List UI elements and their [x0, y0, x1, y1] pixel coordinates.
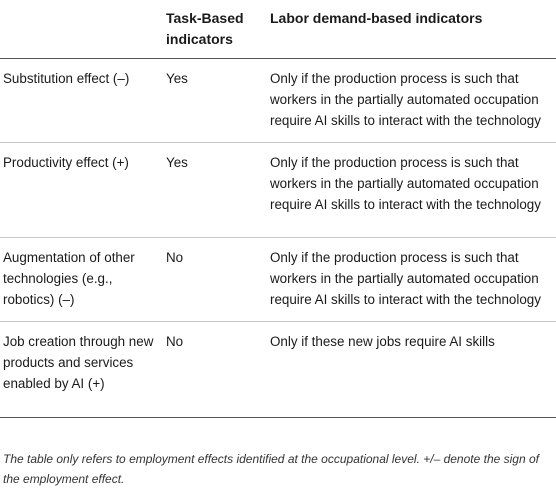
cell-labor-demand: Only if the production process is such that workers in the partially automated occupation require AI skills to interact with the technology — [270, 155, 541, 212]
cell-task-based: Yes — [166, 71, 188, 86]
table-footnote: The table only refers to employment effects identified at the occupational level. +/– denote the sign of the employment effect. — [3, 452, 539, 486]
cell-effect: Productivity effect (+) — [3, 155, 129, 170]
cell-labor-demand: Only if the production process is such that workers in the partially automated occupation require AI skills to interact with the technology — [270, 250, 541, 307]
cell-labor-demand: Only if the production process is such that workers in the partially automated occupation require AI skills to interact with the technology — [270, 71, 541, 128]
cell-effect: Augmentation of other technologies (e.g., robotics) (–) — [3, 250, 135, 307]
header-row — [0, 0, 556, 59]
header-effect — [0, 0, 162, 59]
cell-effect: Job creation through new products and services enabled by AI (+) — [3, 334, 154, 391]
cell-labor-demand: Only if these new jobs require AI skills — [270, 334, 495, 349]
table-row — [0, 322, 556, 418]
header-labor-demand: Labor demand-based indicators — [270, 10, 483, 26]
table-row — [0, 59, 556, 143]
cell-effect: Substitution effect (–) — [3, 71, 130, 86]
cell-task-based: No — [166, 250, 184, 265]
table-row — [0, 238, 556, 322]
cell-task-based: Yes — [166, 155, 188, 170]
table-body — [0, 59, 556, 418]
table-row — [0, 143, 556, 238]
header-task-based: Task-Based indicators — [166, 10, 244, 47]
table-header — [0, 0, 556, 59]
cell-task-based: No — [166, 334, 184, 349]
